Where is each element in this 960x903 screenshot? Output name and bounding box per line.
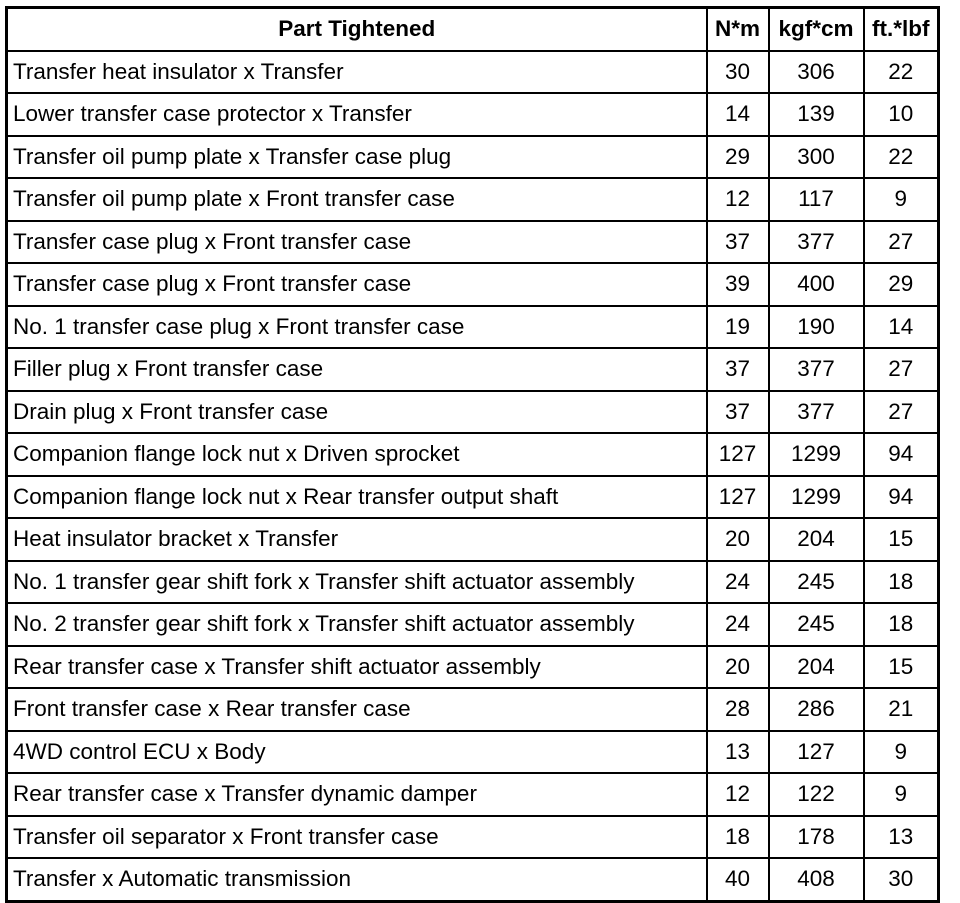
table-row — [7, 731, 939, 774]
part-tightened-cell: Transfer case plug x Front transfer case — [7, 221, 707, 264]
nm-cell: 29 — [707, 136, 769, 179]
table-row — [7, 136, 939, 179]
part-tightened-cell: Rear transfer case x Transfer dynamic damper — [7, 773, 707, 816]
nm-cell: 18 — [707, 816, 769, 859]
header-ft-lbf: ft.*lbf — [864, 8, 939, 51]
kgf-cm-cell: 400 — [769, 263, 864, 306]
part-tightened-cell: Transfer oil pump plate x Transfer case plug — [7, 136, 707, 179]
ft-lbf-cell: 9 — [864, 773, 939, 816]
table-row — [7, 93, 939, 136]
kgf-cm-cell: 377 — [769, 221, 864, 264]
kgf-cm-cell: 122 — [769, 773, 864, 816]
part-tightened-cell: Transfer x Automatic transmission — [7, 858, 707, 901]
ft-lbf-cell: 30 — [864, 858, 939, 901]
kgf-cm-cell: 1299 — [769, 476, 864, 519]
part-tightened-cell: Transfer oil separator x Front transfer case — [7, 816, 707, 859]
nm-cell: 24 — [707, 603, 769, 646]
part-tightened-cell: No. 1 transfer case plug x Front transfer case — [7, 306, 707, 349]
ft-lbf-cell: 18 — [864, 561, 939, 604]
ft-lbf-cell: 13 — [864, 816, 939, 859]
part-tightened-cell: Transfer heat insulator x Transfer — [7, 51, 707, 94]
ft-lbf-cell: 27 — [864, 391, 939, 434]
table-row — [7, 348, 939, 391]
kgf-cm-cell: 178 — [769, 816, 864, 859]
kgf-cm-cell: 1299 — [769, 433, 864, 476]
ft-lbf-cell: 27 — [864, 348, 939, 391]
nm-cell: 12 — [707, 178, 769, 221]
ft-lbf-cell: 10 — [864, 93, 939, 136]
ft-lbf-cell: 22 — [864, 136, 939, 179]
nm-cell: 37 — [707, 391, 769, 434]
nm-cell: 24 — [707, 561, 769, 604]
table-row — [7, 518, 939, 561]
torque-specification-table — [5, 6, 940, 903]
kgf-cm-cell: 408 — [769, 858, 864, 901]
table-header-row — [7, 8, 939, 51]
table-row — [7, 646, 939, 689]
table-row — [7, 603, 939, 646]
table-row — [7, 433, 939, 476]
header-kgf-cm: kgf*cm — [769, 8, 864, 51]
ft-lbf-cell: 94 — [864, 433, 939, 476]
ft-lbf-cell: 21 — [864, 688, 939, 731]
kgf-cm-cell: 306 — [769, 51, 864, 94]
ft-lbf-cell: 27 — [864, 221, 939, 264]
nm-cell: 20 — [707, 518, 769, 561]
ft-lbf-cell: 22 — [864, 51, 939, 94]
kgf-cm-cell: 300 — [769, 136, 864, 179]
nm-cell: 20 — [707, 646, 769, 689]
kgf-cm-cell: 204 — [769, 518, 864, 561]
nm-cell: 37 — [707, 348, 769, 391]
kgf-cm-cell: 245 — [769, 561, 864, 604]
nm-cell: 37 — [707, 221, 769, 264]
kgf-cm-cell: 139 — [769, 93, 864, 136]
part-tightened-cell: Lower transfer case protector x Transfer — [7, 93, 707, 136]
table-row — [7, 263, 939, 306]
ft-lbf-cell: 94 — [864, 476, 939, 519]
table-row — [7, 476, 939, 519]
table-row — [7, 858, 939, 901]
ft-lbf-cell: 9 — [864, 178, 939, 221]
nm-cell: 39 — [707, 263, 769, 306]
part-tightened-cell: Drain plug x Front transfer case — [7, 391, 707, 434]
ft-lbf-cell: 15 — [864, 646, 939, 689]
nm-cell: 28 — [707, 688, 769, 731]
table-row — [7, 688, 939, 731]
table-row — [7, 221, 939, 264]
kgf-cm-cell: 377 — [769, 348, 864, 391]
part-tightened-cell: Rear transfer case x Transfer shift actuator assembly — [7, 646, 707, 689]
table-row — [7, 561, 939, 604]
kgf-cm-cell: 377 — [769, 391, 864, 434]
kgf-cm-cell: 190 — [769, 306, 864, 349]
kgf-cm-cell: 204 — [769, 646, 864, 689]
part-tightened-cell: Transfer oil pump plate x Front transfer case — [7, 178, 707, 221]
table-body — [7, 51, 939, 902]
nm-cell: 127 — [707, 476, 769, 519]
table-row — [7, 178, 939, 221]
part-tightened-cell: Companion flange lock nut x Rear transfer output shaft — [7, 476, 707, 519]
nm-cell: 19 — [707, 306, 769, 349]
table-row — [7, 306, 939, 349]
table-row — [7, 391, 939, 434]
kgf-cm-cell: 286 — [769, 688, 864, 731]
nm-cell: 12 — [707, 773, 769, 816]
nm-cell: 127 — [707, 433, 769, 476]
part-tightened-cell: Filler plug x Front transfer case — [7, 348, 707, 391]
ft-lbf-cell: 9 — [864, 731, 939, 774]
nm-cell: 40 — [707, 858, 769, 901]
nm-cell: 14 — [707, 93, 769, 136]
kgf-cm-cell: 117 — [769, 178, 864, 221]
header-nm: N*m — [707, 8, 769, 51]
table-row — [7, 773, 939, 816]
nm-cell: 13 — [707, 731, 769, 774]
kgf-cm-cell: 245 — [769, 603, 864, 646]
ft-lbf-cell: 29 — [864, 263, 939, 306]
ft-lbf-cell: 15 — [864, 518, 939, 561]
part-tightened-cell: Companion flange lock nut x Driven sprocket — [7, 433, 707, 476]
part-tightened-cell: Front transfer case x Rear transfer case — [7, 688, 707, 731]
part-tightened-cell: No. 1 transfer gear shift fork x Transfer shift actuator assembly — [7, 561, 707, 604]
nm-cell: 30 — [707, 51, 769, 94]
table-row — [7, 816, 939, 859]
kgf-cm-cell: 127 — [769, 731, 864, 774]
table-row — [7, 51, 939, 94]
part-tightened-cell: Transfer case plug x Front transfer case — [7, 263, 707, 306]
part-tightened-cell: 4WD control ECU x Body — [7, 731, 707, 774]
part-tightened-cell: No. 2 transfer gear shift fork x Transfer shift actuator assembly — [7, 603, 707, 646]
ft-lbf-cell: 18 — [864, 603, 939, 646]
part-tightened-cell: Heat insulator bracket x Transfer — [7, 518, 707, 561]
header-part-tightened: Part Tightened — [7, 8, 707, 51]
ft-lbf-cell: 14 — [864, 306, 939, 349]
